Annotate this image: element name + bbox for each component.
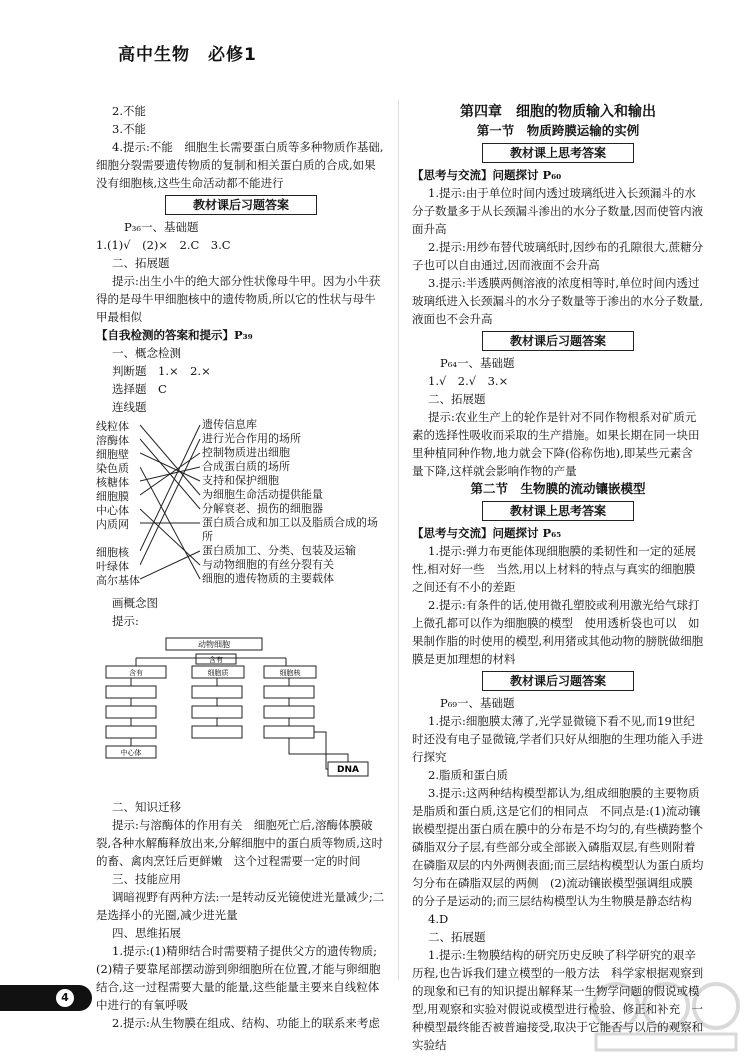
answer-paragraph: 2.提示:从生物膜在组成、结构、功能上的联系来考虑 — [112, 1016, 380, 1030]
answer-paragraph: 提示:农业生产上的轮作是针对不同作物根系对矿质元素的选择性吸收而采取的生产措施。如果长期在同一块田里种植同种作物,地力就会下降(俗称伤地),即某些元素含量下降,这样就会影响作物的产量 — [412, 410, 700, 478]
match-left-item: 细胞壁 — [96, 448, 129, 461]
subheading: 二、拓展题 — [428, 392, 486, 406]
right-column — [412, 102, 704, 1054]
page-number-tab — [0, 985, 92, 1011]
match-right-item: 蛋白质合成和加工以及脂质合成的场所 — [202, 516, 378, 543]
subheading: 四、思维拓展 — [112, 926, 181, 940]
answer-paragraph: 3.提示:半透膜两侧溶液的浓度相等时,单位时间内透过玻璃纸进入长颈漏斗的水分子数量等于渗出的水分子数量,液面也不会升高 — [412, 276, 704, 326]
answer-line: 1.√ 2.√ 3.× — [428, 374, 509, 388]
answer-paragraph: 提示:与溶酶体的作用有关 细胞死亡后,溶酶体膜破裂,各种水解酶释放出来,分解细胞中的蛋白质等物质,这时的畜、禽肉烹饪后更鲜嫩 这个过程需要一定的时间 — [96, 818, 383, 868]
match-left-item: 叶绿体 — [96, 560, 129, 573]
section-box-title: 教材课后习题答案 — [482, 671, 634, 691]
match-right-item: 为细胞生命活动提供能量 — [202, 488, 323, 501]
answer-paragraph: 调暗视野有两种方法:一是转动反光镜使进光量减少;二是选择小的光圈,减少进光量 — [96, 890, 385, 922]
answer-paragraph: 1.提示:(1)精卵结合时需要精子提供父方的遗传物质;(2)精子要靠尾部摆动游到卵细胞所在位置,才能与卵细胞结合,这一过程需要大量的能量,这些能量主要来自线粒体中进行的有氧呼吸 — [96, 944, 381, 1012]
match-left-item: 核糖体 — [96, 476, 129, 489]
section-title: 第一节 物质跨膜运输的实例 — [476, 123, 640, 138]
answer-paragraph: 3.提示:这两种结构模型都认为,组成细胞膜的主要物质是脂质和蛋白质,这是它们的相同点 不同点是:(1)流动镶嵌模型提出蛋白质在膜中的分布是不均匀的,有些横跨整个磷脂双分子层,有些部分或全部嵌入磷脂双层,有些则附着在磷脂双层的内外两侧表面;而三层结构模型认为蛋白质均匀分布在磷脂双层的两侧 (2)流动镶嵌模型强调组成膜的分子是运动的;而三层结构模型认为生物膜是静态结构 — [412, 786, 704, 908]
answer-line: 判断题 1.× 2.× — [112, 364, 211, 378]
match-line — [140, 439, 200, 565]
concept-box — [264, 706, 314, 718]
answer-line: 3.不能 — [112, 122, 146, 136]
match-left-item: 高尔基体 — [96, 574, 140, 587]
concept-map-label: 含有 — [129, 669, 143, 677]
matching-lines — [140, 418, 202, 588]
match-left-item: 细胞核 — [96, 546, 129, 559]
answer-paragraph: 1.提示:由于单位时间内透过玻璃纸进入长颈漏斗的水分子数量多于从长颈漏斗渗出的水分子数量,因而使管内液面升高 — [412, 186, 704, 236]
self-test-heading: 【自我检测的答案和提示】P₃₉ — [96, 328, 253, 342]
match-right-item: 蛋白质加工、分类、包装及运输 — [202, 544, 356, 557]
page-ref: P₆₉一、基础题 — [440, 696, 515, 710]
concept-box — [192, 726, 242, 738]
answer-line: 4.D — [428, 912, 449, 926]
concept-box — [264, 726, 314, 738]
concept-map-top-label: 动物细胞 — [198, 640, 230, 649]
concept-map-label: 含有 — [209, 656, 223, 664]
match-right-item: 合成蛋白质的场所 — [202, 460, 290, 473]
subheading: 画概念图 — [112, 596, 158, 610]
match-line — [140, 425, 200, 551]
concept-box — [192, 686, 242, 698]
match-right-item: 进行光合作用的场所 — [202, 432, 301, 445]
page-header: 高中生物 必修1 — [118, 45, 257, 65]
subheading: 二、知识迁移 — [112, 800, 181, 814]
answer-line: 2.不能 — [112, 104, 146, 118]
subheading: 三、技能应用 — [112, 872, 181, 886]
match-left-item: 线粒体 — [96, 420, 129, 433]
left-column — [96, 102, 386, 1032]
answer-paragraph: 1.提示:弹力布更能体现细胞膜的柔韧性和一定的延展性,相对好一些 当然,用以上材料的特点与真实的细胞膜之间还有不小的差距 — [412, 544, 696, 594]
match-right-item: 支持和保护细胞 — [202, 474, 279, 487]
match-line — [140, 509, 200, 565]
match-left-item: 内质网 — [96, 518, 129, 531]
page-number: 4 — [56, 989, 74, 1007]
match-line — [140, 551, 200, 579]
watermark-logo — [586, 976, 746, 1056]
match-left-item: 中心体 — [96, 504, 129, 517]
concept-box — [106, 726, 156, 738]
concept-map-label: 中心体 — [120, 749, 142, 757]
match-right-item: 细胞的遗传物质的主要载体 — [202, 572, 334, 585]
concept-box — [264, 686, 314, 698]
concept-map-label: 细胞核 — [279, 669, 301, 677]
discussion-heading: 【思考与交流】问题探讨 P₆₅ — [412, 526, 562, 540]
chapter-title: 第四章 细胞的物质输入和输出 — [460, 104, 656, 120]
answer-line: 1.(1)√ (2)× 2.C 3.C — [96, 238, 231, 252]
section-box-title: 教材课后习题答案 — [165, 195, 317, 215]
page-ref: P₃₆一、基础题 — [124, 220, 199, 234]
subheading: 一、概念检测 — [112, 346, 181, 360]
match-right-item: 遗传信息库 — [202, 418, 257, 431]
answer-paragraph: 1.提示:细胞膜太薄了,光学显微镜下看不见,而19世纪时还没有电子显微镜,学者们只好从细胞的生理功能入手进行探究 — [412, 714, 704, 764]
concept-map — [96, 634, 386, 794]
match-left-item: 细胞膜 — [96, 490, 129, 503]
subheading: 二、拓展题 — [112, 256, 170, 270]
answer-paragraph: 2.提示:用纱布替代玻璃纸时,因纱布的孔隙很大,蔗糖分子也可以自由通过,因而液面不会升高 — [412, 240, 704, 272]
answer-paragraph: 1.提示:生物膜结构的研究历史反映了科学研究的艰辛历程,也告诉我们建立模型的一般方法 科学家根据观察到的现象和已有的知识提出解释某一生物学问题的假说或模型,用观察和实验对假说或模型进行检验、修正和补充 一种模型最终能否被普遍接受,取决于它能否与以后的观察和实验结 — [412, 948, 704, 1052]
column-divider — [398, 100, 399, 980]
match-right-item: 分解衰老、损伤的细胞器 — [202, 502, 323, 515]
answer-paragraph: 2.提示:有条件的话,使用微孔塑胶或利用激光给气球打上微孔都可以作为细胞膜的模型 使用透析袋也可以 如果制作脂的时使用的模型,利用猪或其他动物的膀胱做细胞膜是更加理想的材料 — [412, 598, 704, 666]
match-right-item: 控制物质进出细胞 — [202, 446, 290, 459]
match-left-item: 溶酶体 — [96, 434, 129, 447]
section-box-title: 教材课上思考答案 — [482, 501, 634, 521]
concept-map-dna-label: DNA — [337, 765, 359, 775]
concept-map-graphic — [96, 634, 386, 794]
section-box-title: 教材课上思考答案 — [482, 143, 634, 163]
answer-line: 提示: — [112, 614, 139, 628]
section-title: 第二节 生物膜的流动镶嵌模型 — [470, 481, 646, 496]
section-box-title: 教材课后习题答案 — [482, 331, 634, 351]
subheading: 二、拓展题 — [428, 930, 486, 944]
concept-map-label: 细胞质 — [207, 669, 229, 677]
page-ref: P₆₄一、基础题 — [440, 356, 515, 370]
matching-diagram — [96, 418, 386, 648]
concept-box — [106, 706, 156, 718]
concept-box — [106, 686, 156, 698]
match-left-item: 染色质 — [96, 462, 129, 475]
answer-line: 2.脂质和蛋白质 — [428, 768, 508, 782]
answer-paragraph: 提示:出生小牛的绝大部分性状像母牛甲。因为小牛获得的是母牛甲细胞核中的遗传物质,所以它的性状与母牛甲最相似 — [96, 274, 381, 324]
subheading: 连线题 — [112, 400, 147, 414]
answer-paragraph: 4.提示:不能 细胞生长需要蛋白质等多种物质作基础,细胞分裂需要遗传物质的复制和相关蛋白质的合成,如果没有细胞核,这些生命活动都不能进行 — [96, 140, 384, 190]
concept-box — [192, 706, 242, 718]
answer-line: 选择题 C — [112, 382, 167, 396]
discussion-heading: 【思考与交流】问题探讨 P₆₀ — [412, 168, 562, 182]
match-right-item: 与动物细胞的有丝分裂有关 — [202, 558, 334, 571]
